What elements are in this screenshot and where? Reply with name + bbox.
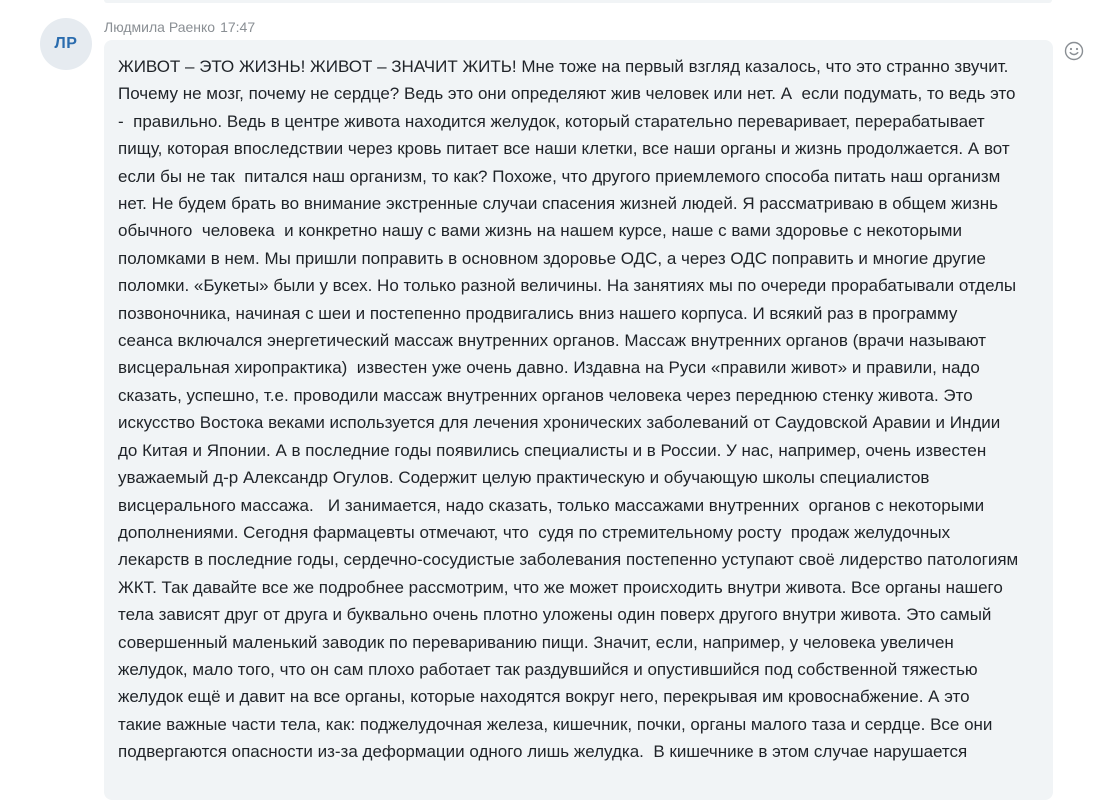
message-line: если бы не так питался наш организм, то как? Похоже, что другого приемлемого способа питать наш организм: [118, 166, 1001, 186]
message-line: такие важные части тела, как: поджелудочная железа, кишечник, почки, органы малого таза и сердце. Все они: [118, 714, 993, 734]
message-line: лекарств в последние годы, сердечно-сосудистые заболевания постепенно уступают своё лидерство патологиям: [118, 550, 1019, 570]
avatar[interactable]: ЛР: [40, 18, 92, 70]
message-line: желудок, мало того, что он сам плохо работает так раздувшийся и опустившийся под собственной тяжестью: [118, 659, 978, 679]
message-line: ЖКТ. Так давайте все же подробнее рассмотрим, что же может происходить внутри живота. Все органы нашего: [118, 577, 1003, 597]
message-line: поломки. «Букеты» были у всех. Но только разной величины. На занятиях мы по очереди прорабатывали отделы: [118, 276, 1017, 296]
message-line: сеанса включался энергетический массаж внутренних органов. Массаж внутренних органов (врачи называют: [118, 331, 987, 351]
add-reaction-button[interactable]: [1063, 40, 1085, 62]
smiley-face-icon: [1063, 40, 1085, 62]
message-line: сказать, успешно, т.е. проводили массаж внутренних органов человека через переднюю стенку живота. Это: [118, 385, 973, 405]
message-line: висцерального массажа. И занимается, надо сказать, только массажами внутренних органов с некоторыми: [118, 495, 985, 515]
message-line: обычного человека и конкретно нашу с вами жизнь на нашем курсе, наше с вами здоровье с некоторыми: [118, 221, 962, 241]
message-line: желудок ещё и давит на все органы, которые находятся вокруг него, перекрывая им кровоснабжение. А это: [118, 687, 970, 707]
message-line: ЖИВОТ – ЭТО ЖИЗНЬ! ЖИВОТ – ЗНАЧИТ ЖИТЬ! Мне тоже на первый взгляд казалось, что это странно звучит.: [118, 57, 1009, 76]
message-time: 17:47: [220, 19, 256, 35]
previous-message-bubble: [104, 0, 1052, 3]
message-line: пищу, которая впоследствии через кровь питает все наши клетки, все наши органы и жизнь продолжается. А вот: [118, 139, 1010, 159]
message-line: искусство Востока веками используется для лечения хронических заболеваний от Саудовской Аравии и Индии: [118, 413, 1001, 433]
message-line: поломками в нем. Мы пришли поправить в основном здоровье ОДС, а через ОДС поправить и многие другие: [118, 248, 986, 268]
message-meta: [104, 19, 255, 35]
message-bubble[interactable]: [104, 40, 1053, 800]
message-line: подвергаются опасности из-за деформации одного лишь желудка. В кишечнике в этом случае нарушается: [118, 742, 968, 762]
message-text: [118, 53, 1048, 766]
message-line: Почему не мозг, почему не сердце? Ведь это они определяют жив человек или нет. А если подумать, то ведь это: [118, 84, 1016, 104]
message-line: дополнениями. Сегодня фармацевты отмечают, что судя по стремительному росту продаж желудочных: [118, 522, 951, 542]
message-line: нет. Не будем брать во внимание экстренные случаи спасения жизней людей. Я рассматриваю в общем жизнь: [118, 194, 999, 214]
sender-name[interactable]: Людмила Раенко: [104, 19, 216, 35]
message-line: уважаемый д-р Александр Огулов. Содержит целую практическую и обучающую школы специалистов: [118, 468, 930, 488]
message-line: тела зависят друг от друга и буквально очень плотно уложены один поверх другого внутри живота. Это самый: [118, 605, 992, 625]
message-line: совершенный маленький заводик по перевариванию пищи. Значит, если, например, у человека увеличен: [118, 632, 954, 652]
message-line: позвоночника, начиная с шеи и постепенно продвигались вниз нашего корпуса. И всякий раз в программу: [118, 303, 958, 323]
message-line: до Китая и Японии. А в последние годы появились специалисты и в России. У нас, например, очень известен: [118, 440, 987, 460]
message-line: висцеральная хиропрактика) известен уже очень давно. Издавна на Руси «правили живот» и правили, надо: [118, 358, 980, 378]
message-line: - правильно. Ведь в центре живота находится желудок, который старательно переваривает, перерабатывает: [118, 111, 985, 131]
